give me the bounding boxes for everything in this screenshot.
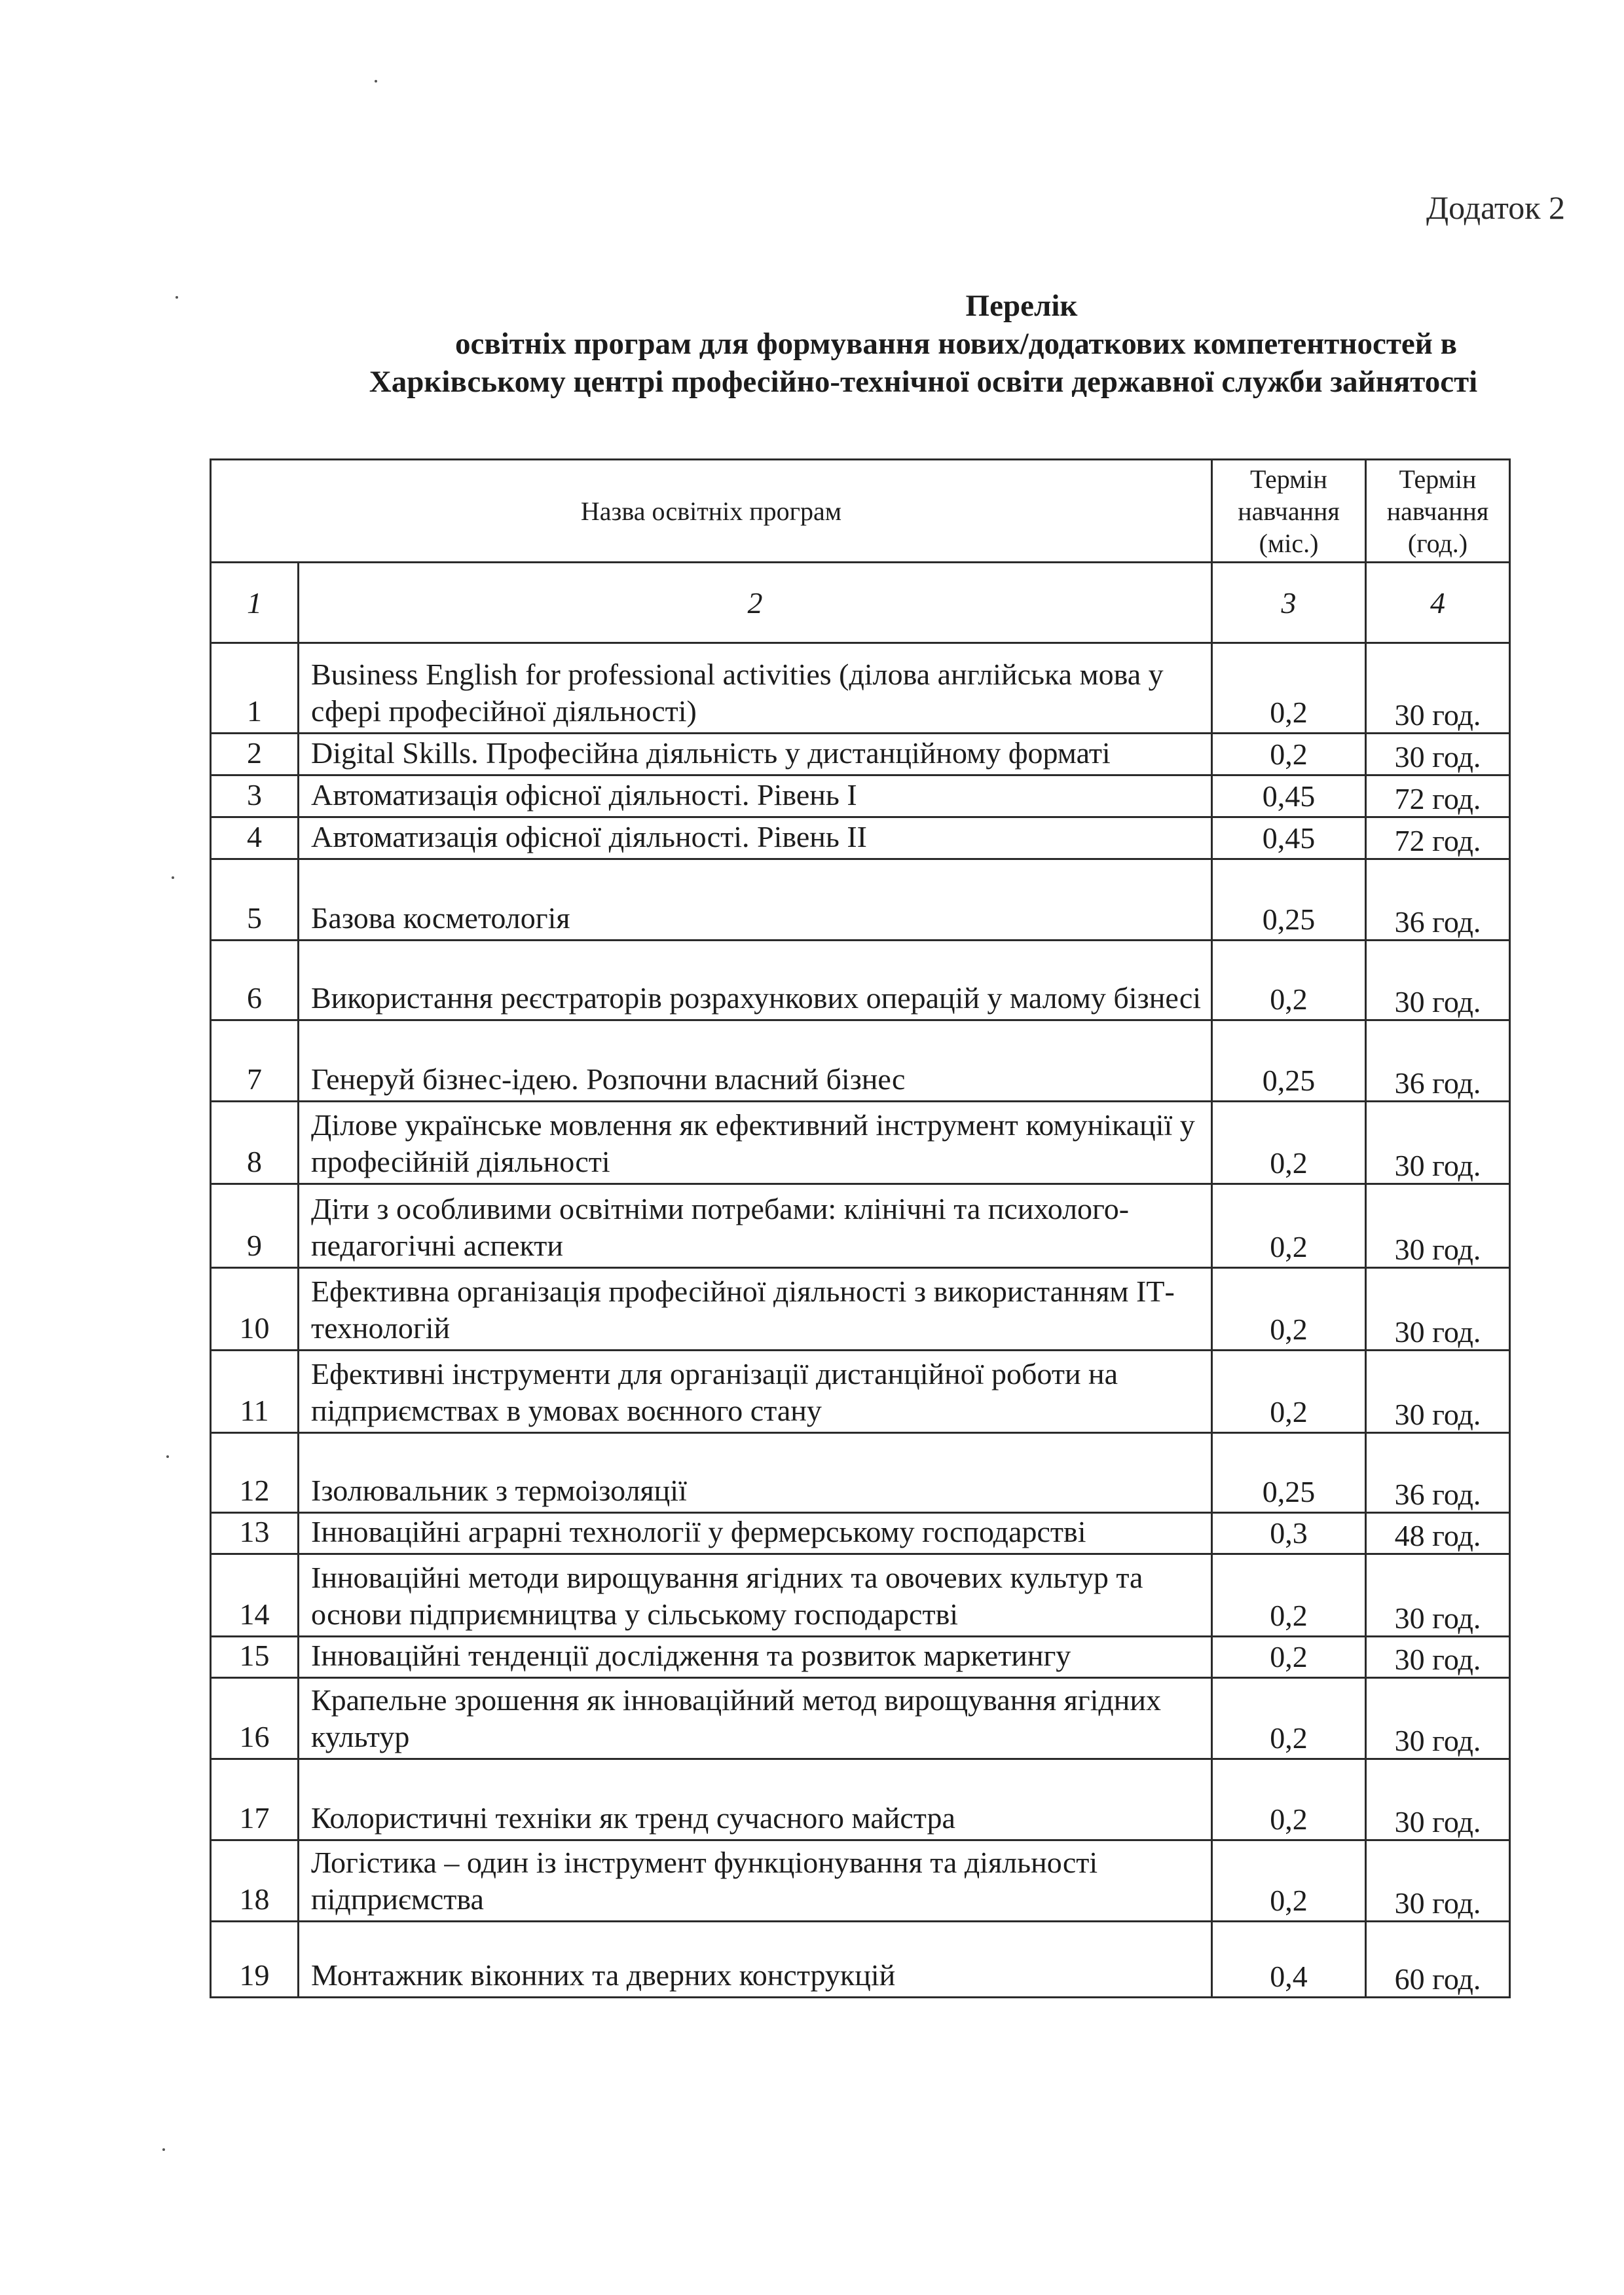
scan-speck xyxy=(162,2148,165,2151)
duration-months: 0,2 xyxy=(1212,1840,1366,1922)
scan-speck xyxy=(175,296,178,299)
row-number: 13 xyxy=(211,1513,299,1554)
table-row xyxy=(211,1637,1510,1678)
duration-months: 0,25 xyxy=(1212,859,1366,941)
program-name: Логістика – один із інструмент функціонування та діяльності підприємства xyxy=(299,1840,1212,1922)
duration-hours: 30 год. xyxy=(1366,941,1510,1020)
program-name: Автоматизація офісної діяльності. Рівень ІІ xyxy=(299,817,1212,859)
row-number: 8 xyxy=(211,1102,299,1184)
table-body xyxy=(211,643,1510,1998)
header-duration-months: Термін навчання (міс.) xyxy=(1212,460,1366,563)
duration-hours: 30 год. xyxy=(1366,1554,1510,1637)
duration-months: 0,2 xyxy=(1212,1759,1366,1840)
duration-hours: 36 год. xyxy=(1366,859,1510,941)
header-program-name: Назва освітніх програм xyxy=(211,460,1212,563)
table-row xyxy=(211,1351,1510,1433)
scan-speck xyxy=(166,1455,169,1458)
scan-speck xyxy=(172,876,174,879)
program-name: Автоматизація офісної діяльності. Рівень І xyxy=(299,775,1212,817)
table-row xyxy=(211,1102,1510,1184)
table-row xyxy=(211,1678,1510,1759)
title-line-2: освітніх програм для формування нових/додаткових компетентностей в xyxy=(455,327,1457,361)
duration-months: 0,3 xyxy=(1212,1513,1366,1554)
row-number: 3 xyxy=(211,775,299,817)
table-row xyxy=(211,1554,1510,1637)
row-number: 16 xyxy=(211,1678,299,1759)
table-row xyxy=(211,1759,1510,1840)
row-number: 1 xyxy=(211,643,299,734)
program-name: Діти з особливими освітніми потребами: клінічні та психолого-педагогічні аспекти xyxy=(299,1184,1212,1268)
table-row xyxy=(211,859,1510,941)
row-number: 4 xyxy=(211,817,299,859)
header-duration-hours: Термін навчання (год.) xyxy=(1366,460,1510,563)
duration-hours: 72 год. xyxy=(1366,817,1510,859)
row-number: 18 xyxy=(211,1840,299,1922)
duration-hours: 30 год. xyxy=(1366,1840,1510,1922)
table-row xyxy=(211,643,1510,734)
duration-months: 0,2 xyxy=(1212,1554,1366,1637)
program-name: Digital Skills. Професійна діяльність у дистанційному форматі xyxy=(299,734,1212,775)
table-row xyxy=(211,1513,1510,1554)
duration-months: 0,4 xyxy=(1212,1922,1366,1998)
program-name: Ефективні інструменти для організації дистанційної роботи на підприємствах в умовах воєнного стану xyxy=(299,1351,1212,1433)
duration-months: 0,45 xyxy=(1212,775,1366,817)
duration-hours: 30 год. xyxy=(1366,1678,1510,1759)
table-row xyxy=(211,817,1510,859)
duration-hours: 30 год. xyxy=(1366,1759,1510,1840)
program-name: Базова косметологія xyxy=(299,859,1212,941)
duration-hours: 36 год. xyxy=(1366,1020,1510,1102)
row-number: 15 xyxy=(211,1637,299,1678)
duration-hours: 72 год. xyxy=(1366,775,1510,817)
programs-table xyxy=(210,458,1511,1998)
row-number: 10 xyxy=(211,1268,299,1351)
duration-hours: 36 год. xyxy=(1366,1433,1510,1513)
table-row xyxy=(211,1840,1510,1922)
duration-months: 0,2 xyxy=(1212,1678,1366,1759)
row-number: 7 xyxy=(211,1020,299,1102)
program-name: Ізолювальник з термоізоляції xyxy=(299,1433,1212,1513)
document-title xyxy=(196,287,1624,401)
program-name: Крапельне зрошення як інноваційний метод вирощування ягідних культур xyxy=(299,1678,1212,1759)
table-row xyxy=(211,1184,1510,1268)
table-row xyxy=(211,775,1510,817)
table-header-row xyxy=(211,460,1510,563)
duration-hours: 30 год. xyxy=(1366,1102,1510,1184)
duration-months: 0,2 xyxy=(1212,734,1366,775)
duration-hours: 30 год. xyxy=(1366,643,1510,734)
title-line-3: Харківському центрі професійно-технічної освіти державної служби зайнятості xyxy=(369,365,1478,399)
column-number: 3 xyxy=(1212,563,1366,643)
row-number: 17 xyxy=(211,1759,299,1840)
program-name: Монтажник віконних та дверних конструкцій xyxy=(299,1922,1212,1998)
row-number: 11 xyxy=(211,1351,299,1433)
scan-speck xyxy=(375,80,377,83)
duration-months: 0,2 xyxy=(1212,941,1366,1020)
program-name: Використання реєстраторів розрахункових операцій у малому бізнесі xyxy=(299,941,1212,1020)
table-row xyxy=(211,1020,1510,1102)
program-name: Business English for professional activities (ділова англійська мова у сфері професійної діяльності) xyxy=(299,643,1212,734)
program-name: Інноваційні тенденції дослідження та розвиток маркетингу xyxy=(299,1637,1212,1678)
program-name: Інноваційні аграрні технології у фермерському господарстві xyxy=(299,1513,1212,1554)
table-row xyxy=(211,941,1510,1020)
duration-months: 0,25 xyxy=(1212,1020,1366,1102)
table-row xyxy=(211,1268,1510,1351)
row-number: 6 xyxy=(211,941,299,1020)
duration-months: 0,25 xyxy=(1212,1433,1366,1513)
row-number: 5 xyxy=(211,859,299,941)
row-number: 19 xyxy=(211,1922,299,1998)
table-row xyxy=(211,1433,1510,1513)
duration-months: 0,2 xyxy=(1212,1184,1366,1268)
program-name: Ділове українське мовлення як ефективний інструмент комунікації у професійній діяльності xyxy=(299,1102,1212,1184)
duration-months: 0,2 xyxy=(1212,1268,1366,1351)
duration-months: 0,45 xyxy=(1212,817,1366,859)
program-name: Ефективна організація професійної діяльності з використанням ІТ-технологій xyxy=(299,1268,1212,1351)
program-name: Генеруй бізнес-ідею. Розпочни власний бізнес xyxy=(299,1020,1212,1102)
row-number: 12 xyxy=(211,1433,299,1513)
program-name: Інноваційні методи вирощування ягідних та овочевих культур та основи підприємництва у сільському господарстві xyxy=(299,1554,1212,1637)
row-number: 2 xyxy=(211,734,299,775)
annex-label: Додаток 2 xyxy=(1426,189,1565,226)
duration-months: 0,2 xyxy=(1212,1637,1366,1678)
duration-hours: 30 год. xyxy=(1366,1184,1510,1268)
program-name: Колористичні техніки як тренд сучасного майстра xyxy=(299,1759,1212,1840)
table-row xyxy=(211,734,1510,775)
duration-months: 0,2 xyxy=(1212,643,1366,734)
title-line-1: Перелік xyxy=(965,289,1078,323)
duration-hours: 60 год. xyxy=(1366,1922,1510,1998)
duration-hours: 30 год. xyxy=(1366,1637,1510,1678)
row-number: 14 xyxy=(211,1554,299,1637)
column-number: 4 xyxy=(1366,563,1510,643)
duration-hours: 30 год. xyxy=(1366,1351,1510,1433)
duration-months: 0,2 xyxy=(1212,1351,1366,1433)
table-row xyxy=(211,1922,1510,1998)
column-number: 2 xyxy=(299,563,1212,643)
duration-hours: 48 год. xyxy=(1366,1513,1510,1554)
column-number-row xyxy=(211,563,1510,643)
duration-hours: 30 год. xyxy=(1366,734,1510,775)
column-number: 1 xyxy=(211,563,299,643)
row-number: 9 xyxy=(211,1184,299,1268)
duration-months: 0,2 xyxy=(1212,1102,1366,1184)
duration-hours: 30 год. xyxy=(1366,1268,1510,1351)
